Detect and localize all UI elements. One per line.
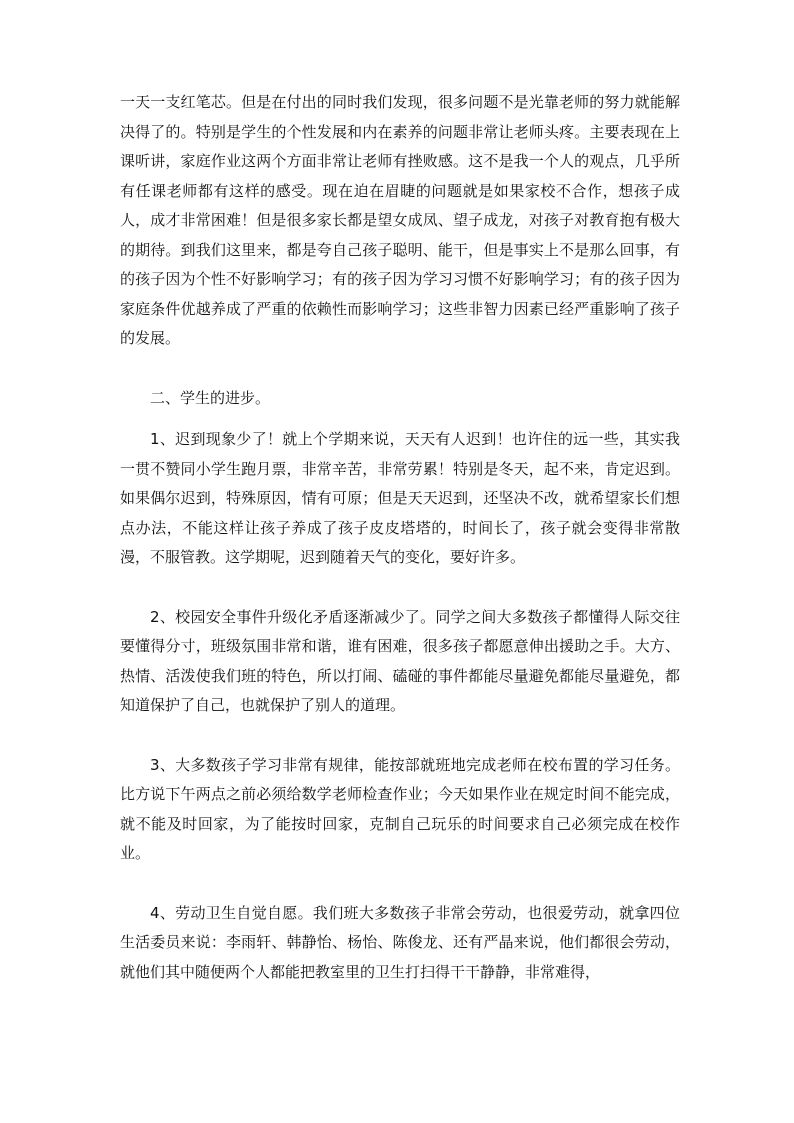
paragraph-item-4: 4、劳动卫生自觉自愿。我们班大多数孩子非常会劳动，也很爱劳动，就拿四位生活委员来说：李雨轩、韩静怡、杨怡、陈俊龙、还有严晶来说，他们都很会劳动，就他们其中随便两个人都能把教室里的卫生打扫得干干静静，非常难得，: [120, 903, 680, 981]
paragraph-intro: 一天一支红笔芯。但是在付出的同时我们发现，很多问题不是光靠老师的努力就能解决得了的。特别是学生的个性发展和内在素养的问题非常让老师头疼。主要表现在上课听讲，家庭作业这两个方面非常让老师有挫败感。这不是我一个人的观点，几乎所有任课老师都有这样的感受。现在迫在眉睫的问题就是如果家校不合作，想孩子成人，成才非常困难！但是很多家长都是望女成凤、望子成龙，对孩子对教育抱有极大的期待。到我们这里来，都是夸自己孩子聪明、能干，但是事实上不是那么回事，有的孩子因为个性不好影响学习；有的孩子因为学习习惯不好影响学习；有的孩子因为家庭条件优越养成了严重的依赖性而影响学习；这些非智力因素已经严重影响了孩子的发展。: [120, 93, 680, 347]
paragraph-item-3: 3、大多数孩子学习非常有规律，能按部就班地完成老师在校布置的学习任务。比方说下午两点之前必须给数学老师检查作业；今天如果作业在规定时间不能完成，就不能及时回家，为了能按时回家，克制自己玩乐的时间要求自己必须完成在校作业。: [120, 755, 680, 862]
document-page: [120, 88, 680, 987]
section-heading-student-progress: 二、学生的进步。: [150, 388, 271, 407]
paragraph-item-1: 1、迟到现象少了！就上个学期来说，天天有人迟到！也许住的远一些，其实我一贯不赞同小学生跑月票，非常辛苦，非常劳累！特别是冬天，起不来，肯定迟到。如果偶尔迟到，特殊原因，情有可原；但是天天迟到，还坚决不改，就希望家长们想点办法，不能这样让孩子养成了孩子皮皮塔塔的，时间长了，孩子就会变得非常散漫，不服管教。这学期呢，迟到随着天气的变化，要好许多。: [120, 430, 680, 566]
paragraph-item-2: 2、校园安全事件升级化矛盾逐渐减少了。同学之间大多数孩子都懂得人际交往要懂得分寸，班级氛围非常和谐，谁有困难，很多孩子都愿意伸出援助之手。大方、热情、活泼使我们班的特色，所以打闹、磕碰的事件都能尽量避免都能尽量避免，都知道保护了自己，也就保护了别人的道理。: [120, 607, 680, 714]
